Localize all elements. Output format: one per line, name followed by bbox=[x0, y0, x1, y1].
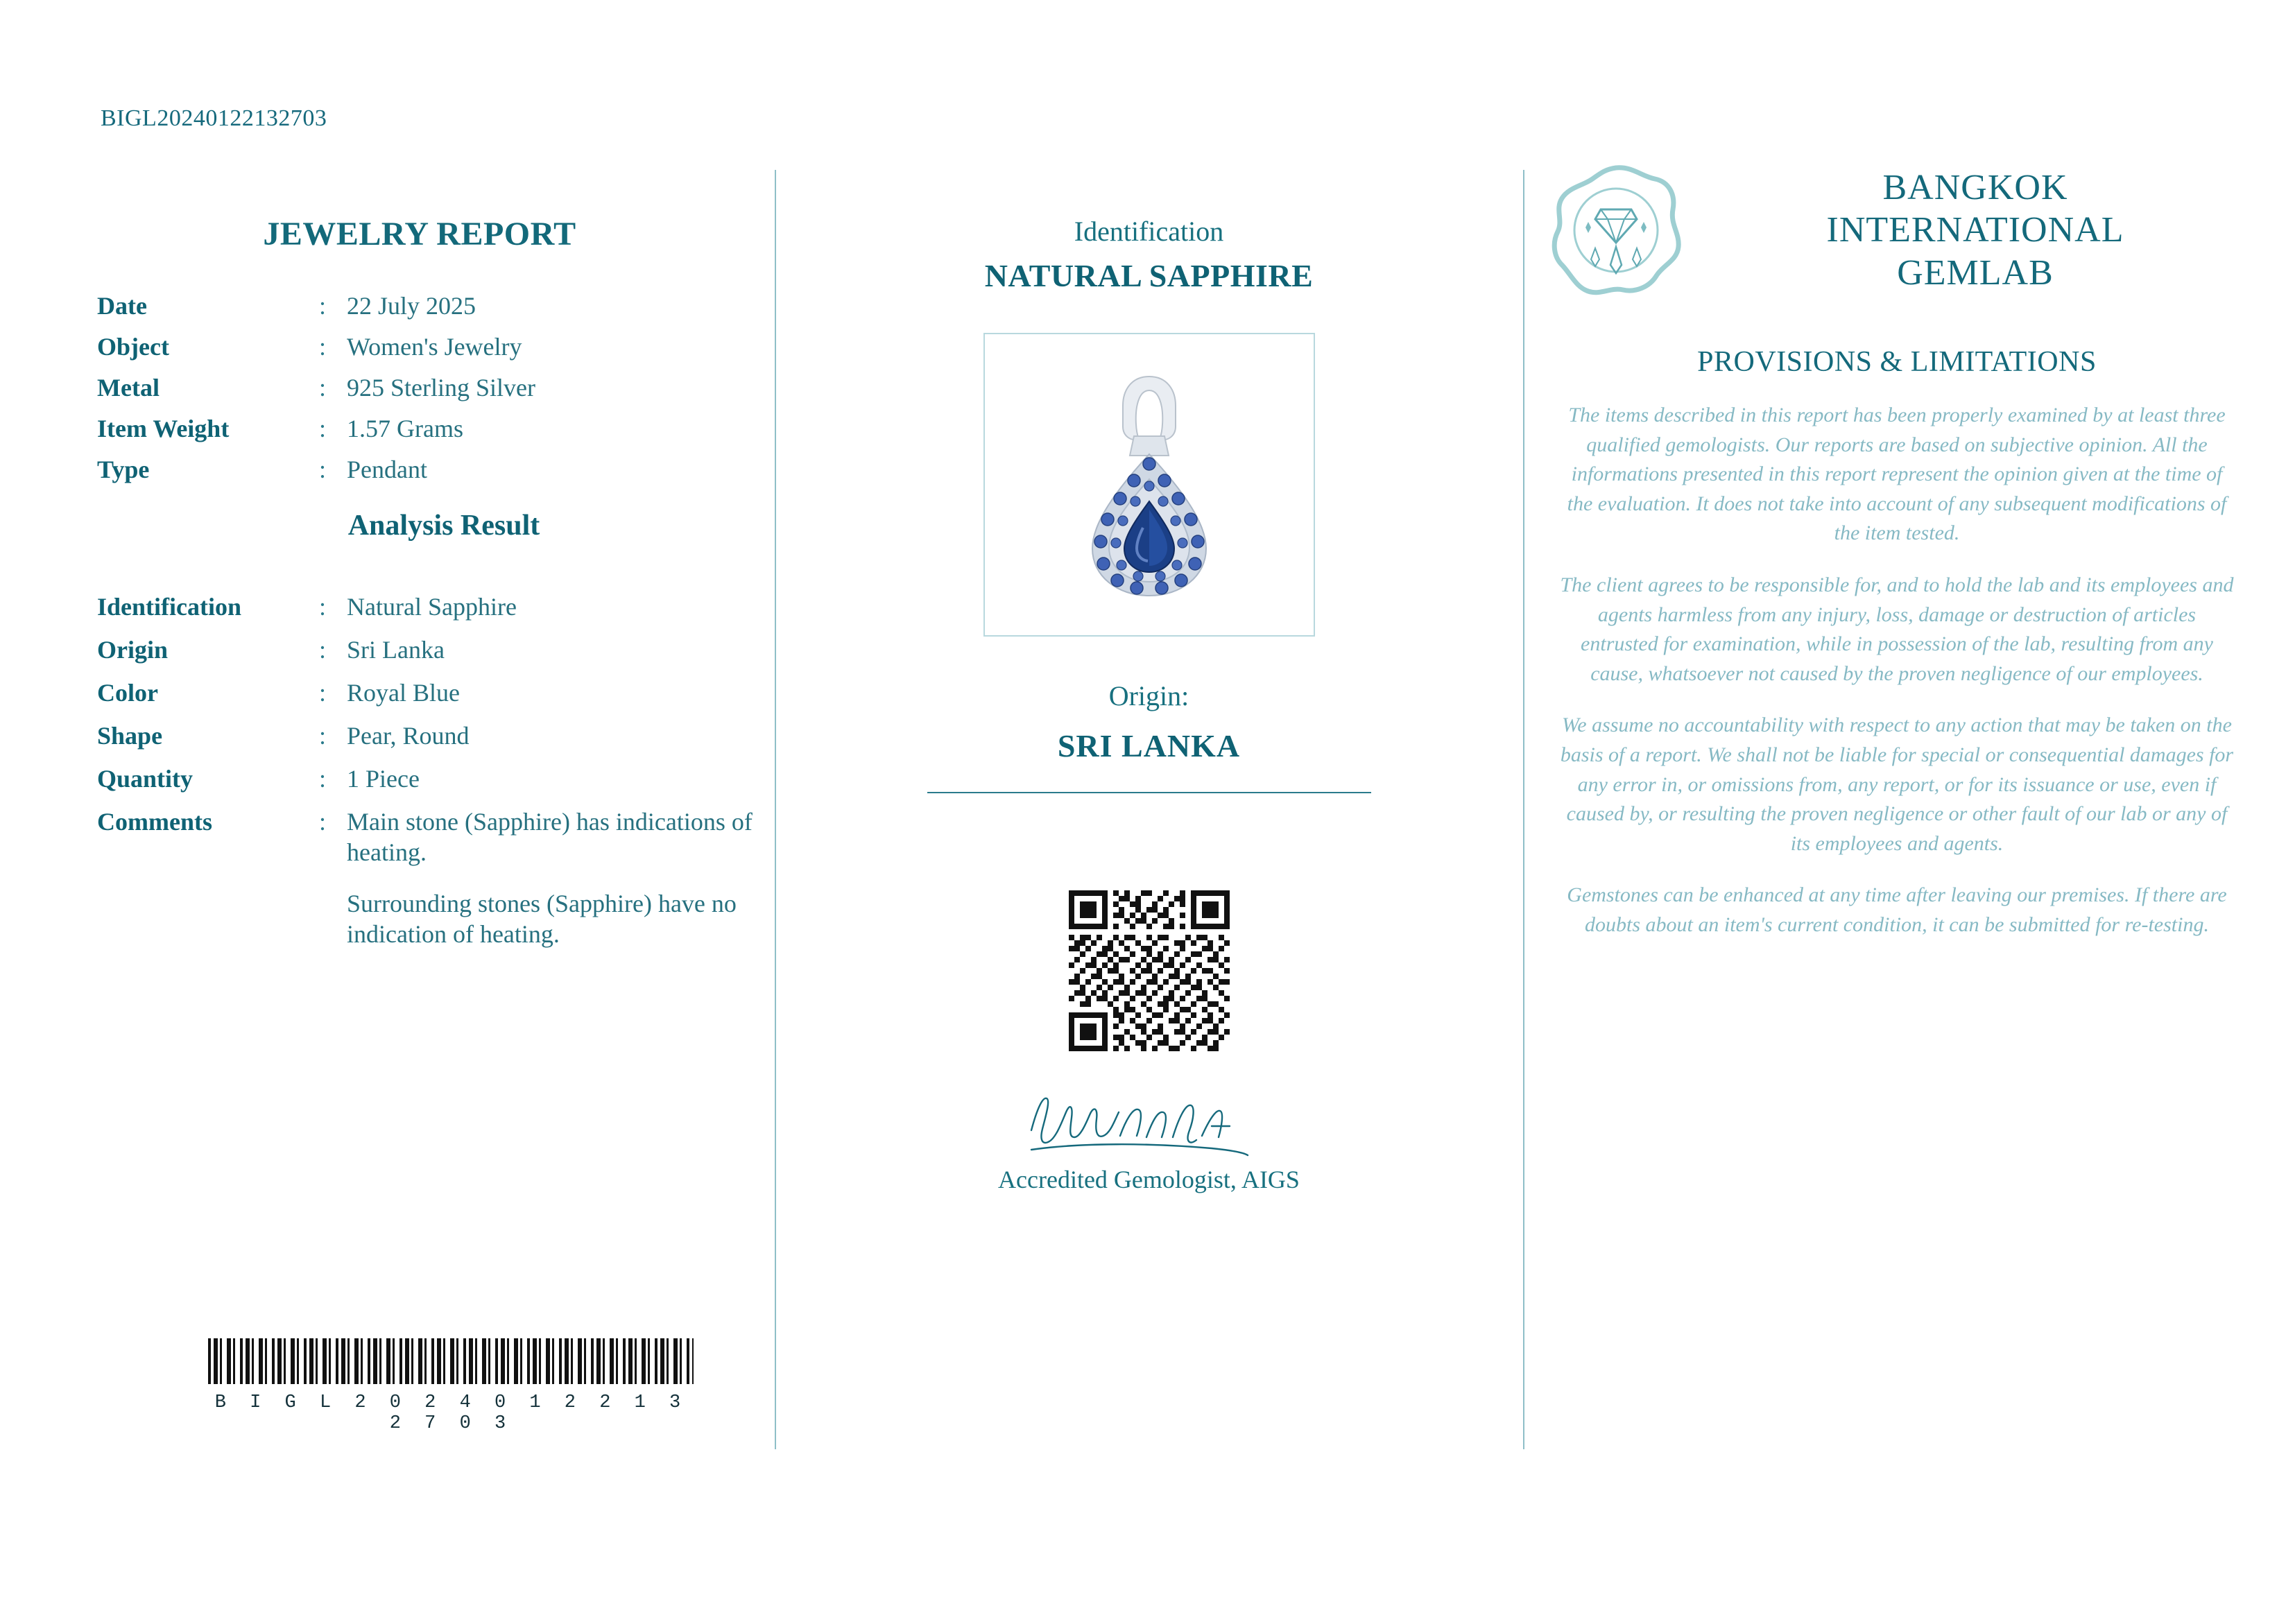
analysis-result-title: Analysis Result bbox=[347, 509, 540, 542]
gem-photo-frame bbox=[983, 333, 1315, 637]
pendant-photo bbox=[1045, 367, 1253, 603]
row-value: 1.57 Grams bbox=[347, 415, 463, 443]
row-label: Metal bbox=[97, 374, 160, 402]
row-colon: : bbox=[319, 678, 327, 707]
row-colon: : bbox=[319, 333, 327, 361]
table-row bbox=[97, 678, 763, 721]
row-label: Object bbox=[97, 333, 169, 361]
qr-code-wrap[interactable] bbox=[775, 890, 1523, 1051]
row-colon: : bbox=[319, 456, 327, 484]
row-value: Women's Jewelry bbox=[347, 333, 522, 361]
row-value: 1 Piece bbox=[347, 764, 420, 793]
brand-line-1: BANGKOK bbox=[1882, 167, 2068, 207]
row-label: Shape bbox=[97, 721, 163, 750]
barcode-bars bbox=[208, 1338, 694, 1384]
basic-info-table bbox=[97, 291, 763, 496]
barcode-label: B I G L 2 0 2 4 0 1 2 2 1 3 2 7 0 3 bbox=[214, 1392, 687, 1434]
row-label: Color bbox=[97, 678, 158, 707]
column-divider-right bbox=[1523, 170, 1524, 1449]
left-column bbox=[97, 215, 763, 964]
row-colon: : bbox=[319, 292, 327, 320]
comments-paragraph-1: Main stone (Sapphire) has indications of heating. bbox=[347, 808, 753, 866]
brand-line-2: INTERNATIONAL bbox=[1826, 210, 2124, 250]
comments-spacer bbox=[347, 868, 763, 889]
brand-name bbox=[1703, 166, 2247, 294]
table-row bbox=[97, 635, 763, 678]
row-label: Quantity bbox=[97, 764, 194, 793]
row-value: Pear, Round bbox=[347, 721, 470, 750]
row-label: Identification bbox=[97, 592, 242, 621]
row-value: Pendant bbox=[347, 456, 427, 484]
barcode bbox=[208, 1338, 694, 1434]
brand-line-3: GEMLAB bbox=[1897, 252, 2054, 293]
row-label: Type bbox=[97, 456, 150, 484]
table-row bbox=[97, 291, 763, 332]
provisions-paragraph: The items described in this report has been properly examined by at least three qualified gemologists. Our reports are based on subjective opinion. All the informations presented in this report represent the opinion given at the time of the evaluation. It does not take into account of any subsequent modifications of the item tested. bbox=[1567, 404, 2227, 545]
origin-label: Origin: bbox=[1108, 680, 1189, 711]
table-row bbox=[97, 414, 763, 455]
comments-colon: : bbox=[319, 808, 327, 836]
comments-label: Comments bbox=[97, 808, 212, 836]
table-row bbox=[97, 592, 763, 635]
comments-value bbox=[347, 807, 763, 964]
comments-paragraph-2: Surrounding stones (Sapphire) have no indication of heating. bbox=[347, 889, 737, 948]
row-value: Natural Sapphire bbox=[347, 592, 517, 621]
identification-label: Identification bbox=[1074, 216, 1224, 247]
row-colon: : bbox=[319, 415, 327, 443]
row-label: Origin bbox=[97, 635, 169, 664]
provisions-paragraph: We assume no accountability with respect to any action that may be taken on the basis of a report. We shall not be liable for special or consequential damages for any error in, or omissions from, any report, or for its issuance or use, even if caused by, or resulting the proven negligence or other fault of our lab or any of its employees and agents. bbox=[1560, 714, 2234, 855]
row-colon: : bbox=[319, 592, 327, 621]
brand-header bbox=[1547, 161, 2247, 300]
table-row bbox=[97, 455, 763, 496]
gemlab-logo-icon bbox=[1547, 161, 1685, 300]
jewelry-report-title: JEWELRY REPORT bbox=[263, 216, 576, 252]
report-id: BIGL20240122132703 bbox=[101, 105, 327, 131]
row-value: Royal Blue bbox=[347, 678, 460, 707]
middle-divider-rule bbox=[927, 792, 1371, 793]
gemologist-caption: Accredited Gemologist, AIGS bbox=[998, 1166, 1300, 1193]
identification-value: NATURAL SAPPHIRE bbox=[984, 258, 1314, 293]
origin-value: SRI LANKA bbox=[1057, 728, 1241, 763]
row-value: 22 July 2025 bbox=[347, 292, 476, 320]
row-value: Sri Lanka bbox=[347, 635, 445, 664]
signature-mark bbox=[1004, 1079, 1295, 1162]
qr-code[interactable] bbox=[1069, 890, 1230, 1051]
middle-column bbox=[775, 215, 1523, 1194]
row-value: 925 Sterling Silver bbox=[347, 374, 535, 402]
row-colon: : bbox=[319, 635, 327, 664]
row-colon: : bbox=[319, 374, 327, 402]
table-row bbox=[97, 373, 763, 414]
provisions-title: PROVISIONS & LIMITATIONS bbox=[1697, 346, 2097, 378]
right-column bbox=[1547, 161, 2247, 940]
comments-row bbox=[97, 807, 763, 964]
table-row bbox=[97, 764, 763, 807]
provisions-paragraph: The client agrees to be responsible for, and to hold the lab and its employees and agents harmless from any injury, loss, damage or destruction of articles entrusted for examination, while in possession of the lab, resulting from any cause, whatsoever not caused by the proven negligence of our employees. bbox=[1560, 573, 2234, 685]
signature bbox=[775, 1079, 1523, 1162]
table-row bbox=[97, 721, 763, 764]
row-label: Item Weight bbox=[97, 415, 230, 443]
table-row bbox=[97, 332, 763, 373]
row-label: Date bbox=[97, 292, 147, 320]
analysis-table bbox=[97, 592, 763, 964]
row-colon: : bbox=[319, 721, 327, 750]
row-colon: : bbox=[319, 764, 327, 793]
provisions-paragraph: Gemstones can be enhanced at any time after leaving our premises. If there are doubts about an item's current condition, it can be submitted for re-testing. bbox=[1567, 883, 2227, 936]
